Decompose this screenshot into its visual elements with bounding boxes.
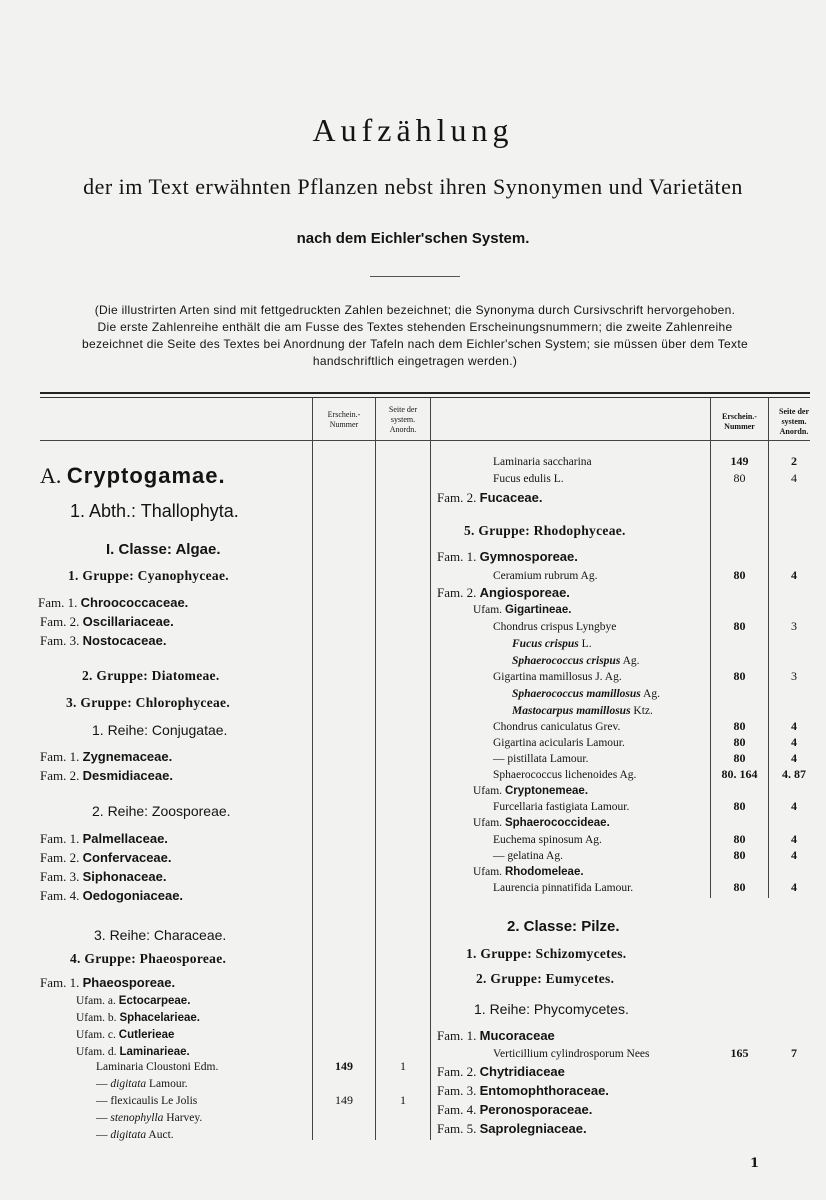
erschein-number: 80 <box>733 799 746 813</box>
page-number-cell: 7 <box>791 1046 797 1060</box>
species-row: Laurencia pinnatifida Lamour. <box>493 882 634 894</box>
note-line: handschriftlich eingetragen werden.) <box>312 354 518 368</box>
page-number-cell: 4 <box>791 799 797 813</box>
erschein-number: 80 <box>733 832 746 846</box>
page-number-cell: 4 <box>791 880 797 894</box>
page-subtitle-system: nach dem Eichler'schen System. <box>296 230 530 247</box>
page-number-cell: 1 <box>400 1093 406 1107</box>
family-row: Fam. 1. Phaeosporeae. <box>40 975 176 990</box>
erschein-number: 80 <box>733 880 746 894</box>
group-heading: 4. Gruppe: Phaeosporeae. <box>70 951 227 966</box>
erschein-number: 80 <box>733 669 746 683</box>
family-row: Fam. 3. Nostocaceae. <box>40 633 167 648</box>
table-top-rule <box>40 392 810 394</box>
synonym-row: Sphaerococcus crispus Ag. <box>512 655 640 667</box>
family-row: Fam. 3. Siphonaceae. <box>40 869 167 884</box>
erschein-number: 80 <box>733 719 746 733</box>
family-row: Fam. 1. Gymnosporeae. <box>437 549 578 564</box>
species-row: Fucus edulis L. <box>493 473 564 485</box>
subfamily-row: Ufam. Gigartineae. <box>473 604 572 616</box>
page-number-cell: 4 <box>791 751 797 765</box>
species-row: Ceramium rubrum Ag. <box>493 570 598 582</box>
family-row: Fam. 1. Zygnemaceae. <box>40 749 173 764</box>
erschein-number: 80 <box>733 848 746 862</box>
class-heading: 2. Classe: Pilze. <box>507 918 620 935</box>
erschein-number: 80 <box>733 619 746 633</box>
table-top-rule-thin <box>40 397 810 398</box>
page-title: Aufzählung <box>312 112 514 148</box>
erschein-number: 149 <box>335 1093 353 1107</box>
species-row: Sphaerococcus lichenoides Ag. <box>493 769 637 781</box>
synonym-row: Fucus crispus L. <box>512 638 592 650</box>
group-heading: 2. Gruppe: Diatomeae. <box>82 668 220 683</box>
note-line: Die erste Zahlenreihe enthält die am Fusse des Textes stehenden Erscheinungsnummern; die zweite Zahlenreihe <box>97 320 733 334</box>
page-number-cell: 4 <box>791 568 797 582</box>
subfamily-row: Ufam. Cryptonemeae. <box>473 785 589 797</box>
species-row: Chondrus caniculatus Grev. <box>493 721 621 733</box>
subfamily-row: Ufam. Rhodomeleae. <box>473 866 584 878</box>
note-line: bezeichnet die Seite des Textes bei Anordnung der Tafeln nach dem Eichler'schen System; sie müssen über dem Texte <box>82 337 748 351</box>
note-line: (Die illustrirten Arten sind mit fettgedruckten Zahlen bezeichnet; die Synonyma durch Cursivschrift hervorgehoben. <box>94 303 736 317</box>
group-heading: 1. Gruppe: Schizomycetes. <box>466 946 627 961</box>
page-number-cell: 4. 87 <box>782 767 806 781</box>
erschein-number: 80 <box>733 735 746 749</box>
page-number-cell: 4 <box>791 719 797 733</box>
family-row: Fam. 2. Confervaceae. <box>40 850 172 865</box>
family-row: Fam. 1. Palmellaceae. <box>40 831 168 846</box>
group-heading: 2. Gruppe: Eumycetes. <box>476 971 615 986</box>
synonym-row: — digitata Lamour. <box>96 1078 188 1090</box>
family-row: Fam. 2. Fucaceae. <box>437 490 543 505</box>
page-number-cell: 1 <box>400 1059 406 1073</box>
species-row: — pistillata Lamour. <box>493 753 589 765</box>
family-row: Fam. 1. Chroococcaceae. <box>38 595 189 610</box>
family-row: Fam. 2. Oscillariaceae. <box>40 614 174 629</box>
table-header-rule <box>40 440 810 441</box>
page-number-cell: 4 <box>791 832 797 846</box>
subfamily-row: Ufam. d. Laminarieae. <box>76 1046 190 1058</box>
series-heading: 1. Reihe: Phycomycetes. <box>474 1001 629 1017</box>
erschein-number: 80 <box>733 471 746 485</box>
col-header-erschein: Erschein.- Nummer <box>327 410 361 429</box>
species-row: — flexicaulis Le Jolis <box>96 1095 198 1107</box>
subfamily-row: Ufam. c. Cutlerieae <box>76 1029 175 1041</box>
synonym-row: — stenophylla Harvey. <box>96 1112 203 1124</box>
family-row: Fam. 2. Desmidiaceae. <box>40 768 173 783</box>
divider <box>370 276 460 277</box>
series-heading: 2. Reihe: Zoosporeae. <box>92 803 231 819</box>
series-heading: 1. Reihe: Conjugatae. <box>92 722 228 738</box>
family-row: Fam. 4. Peronosporaceae. <box>437 1102 593 1117</box>
column-divider <box>312 398 313 1140</box>
erschein-number: 80. 164 <box>721 767 758 781</box>
subfamily-row: Ufam. b. Sphacelarieae. <box>76 1012 200 1024</box>
group-heading: 5. Gruppe: Rhodophyceae. <box>464 523 626 538</box>
page-number-cell: 3 <box>791 669 797 683</box>
group-heading: 3. Gruppe: Chlorophyceae. <box>66 695 231 710</box>
synonym-row: Mastocarpus mamillosus Ktz. <box>512 705 653 717</box>
page-number-cell: 4 <box>791 471 797 485</box>
erschein-number: 165 <box>730 1046 749 1060</box>
page-number-cell: 4 <box>791 735 797 749</box>
species-row: Gigartina acicularis Lamour. <box>493 737 625 749</box>
species-row: — gelatina Ag. <box>493 850 563 862</box>
explanatory-note <box>30 302 800 370</box>
series-heading: 3. Reihe: Characeae. <box>94 927 227 943</box>
synonym-row: Sphaerococcus mamillosus Ag. <box>512 688 660 700</box>
species-row: Euchema spinosum Ag. <box>493 834 602 846</box>
page-number-cell: 4 <box>791 848 797 862</box>
division-heading: 1. Abth.: Thallophyta. <box>70 501 239 521</box>
erschein-number: 80 <box>733 751 746 765</box>
page-number: 1 <box>750 1156 760 1171</box>
group-heading: 1. Gruppe: Cyanophyceae. <box>68 568 229 583</box>
col-header-erschein-right: Erschein.- Nummer <box>722 412 757 431</box>
family-row: Fam. 4. Oedogoniaceae. <box>40 888 184 903</box>
column-divider <box>430 398 431 1140</box>
family-row: Fam. 3. Entomophthoraceae. <box>437 1083 609 1098</box>
species-row: Chondrus crispus Lyngbye <box>493 621 617 633</box>
section-heading: A. Cryptogamae. <box>40 463 226 488</box>
species-row: Laminaria Cloustoni Edm. <box>96 1061 219 1073</box>
family-row: Fam. 5. Saprolegniaceae. <box>437 1121 587 1136</box>
page-number-cell: 2 <box>791 454 797 468</box>
subfamily-row: Ufam. a. Ectocarpeae. <box>76 995 191 1007</box>
col-header-seite: Seite der system. Anordn. <box>388 405 418 434</box>
synonym-row: — digitata Auct. <box>96 1129 174 1141</box>
col-header-seite-right: Seite der system. Anordn. <box>779 407 809 436</box>
page-number-cell: 3 <box>791 619 797 633</box>
erschein-number: 80 <box>733 568 746 582</box>
species-row: Gigartina mamillosus J. Ag. <box>493 671 622 683</box>
species-row: Furcellaria fastigiata Lamour. <box>493 801 630 813</box>
family-row: Fam. 2. Chytridiaceae <box>437 1064 565 1079</box>
erschein-number: 149 <box>730 454 749 468</box>
subfamily-row: Ufam. Sphaerococcideae. <box>473 817 610 829</box>
family-row: Fam. 1. Mucoraceae <box>437 1028 555 1043</box>
page-subtitle: der im Text erwähnten Pflanzen nebst ihren Synonymen und Varietäten <box>83 174 743 199</box>
class-heading: I. Classe: Algae. <box>106 541 221 558</box>
species-row: Laminaria saccharina <box>493 456 592 468</box>
column-divider <box>375 398 376 1140</box>
species-row: Verticillium cylindrosporum Nees <box>493 1048 650 1060</box>
erschein-number: 149 <box>335 1059 353 1073</box>
family-row: Fam. 2. Angiosporeae. <box>437 585 570 600</box>
